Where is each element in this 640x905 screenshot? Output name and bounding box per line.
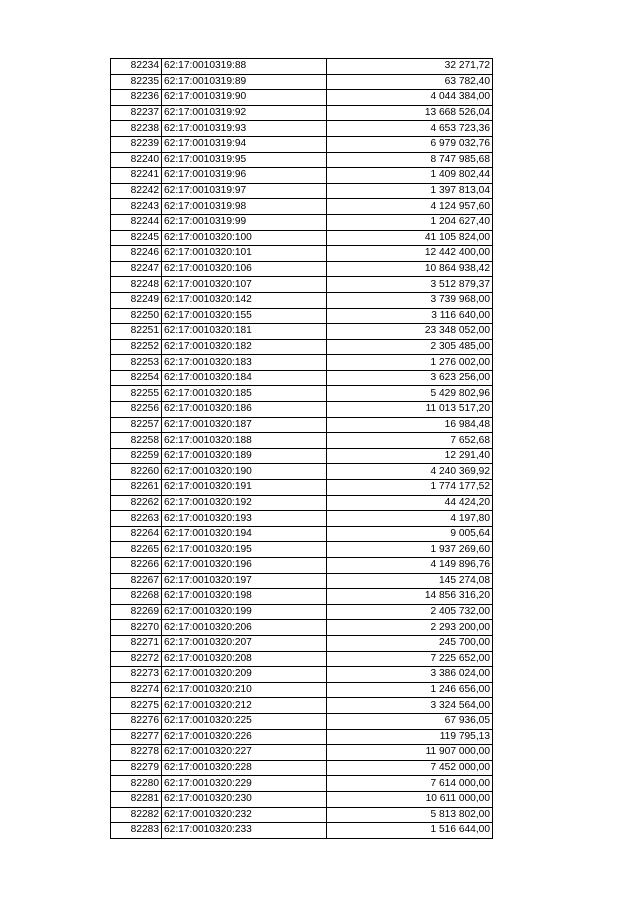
cadastral-number-cell: 62:17:0010319:88 bbox=[162, 59, 327, 75]
row-number-cell: 82266 bbox=[111, 558, 162, 574]
cadastral-value-cell: 1 397 813,04 bbox=[327, 183, 493, 199]
table-row bbox=[111, 729, 493, 745]
table-row bbox=[111, 136, 493, 152]
row-number-cell: 82265 bbox=[111, 542, 162, 558]
table-row bbox=[111, 246, 493, 262]
table-row bbox=[111, 168, 493, 184]
row-number-cell: 82260 bbox=[111, 464, 162, 480]
cadastral-number-cell: 62:17:0010320:182 bbox=[162, 339, 327, 355]
cadastral-value-cell: 1 516 644,00 bbox=[327, 823, 493, 839]
table-row bbox=[111, 324, 493, 340]
table-row bbox=[111, 667, 493, 683]
row-number-cell: 82236 bbox=[111, 90, 162, 106]
table-row bbox=[111, 635, 493, 651]
table-row bbox=[111, 105, 493, 121]
cadastral-value-cell: 32 271,72 bbox=[327, 59, 493, 75]
row-number-cell: 82270 bbox=[111, 620, 162, 636]
cadastral-number-cell: 62:17:0010320:210 bbox=[162, 682, 327, 698]
cadastral-number-cell: 62:17:0010320:188 bbox=[162, 433, 327, 449]
table-row bbox=[111, 776, 493, 792]
cadastral-number-cell: 62:17:0010320:225 bbox=[162, 713, 327, 729]
row-number-cell: 82279 bbox=[111, 760, 162, 776]
table-row bbox=[111, 620, 493, 636]
cadastral-value-cell: 23 348 052,00 bbox=[327, 324, 493, 340]
cadastral-value-cell: 245 700,00 bbox=[327, 635, 493, 651]
row-number-cell: 82237 bbox=[111, 105, 162, 121]
cadastral-value-cell: 41 105 824,00 bbox=[327, 230, 493, 246]
cadastral-value-cell: 63 782,40 bbox=[327, 74, 493, 90]
table-row bbox=[111, 417, 493, 433]
row-number-cell: 82269 bbox=[111, 604, 162, 620]
table-row bbox=[111, 480, 493, 496]
row-number-cell: 82274 bbox=[111, 682, 162, 698]
table-row bbox=[111, 433, 493, 449]
cadastral-value-cell: 7 652,68 bbox=[327, 433, 493, 449]
table-row bbox=[111, 542, 493, 558]
cadastral-number-cell: 62:17:0010320:227 bbox=[162, 745, 327, 761]
table-row bbox=[111, 589, 493, 605]
cadastral-number-cell: 62:17:0010319:90 bbox=[162, 90, 327, 106]
row-number-cell: 82241 bbox=[111, 168, 162, 184]
table-row bbox=[111, 651, 493, 667]
cadastral-number-cell: 62:17:0010320:207 bbox=[162, 635, 327, 651]
cadastral-number-cell: 62:17:0010320:228 bbox=[162, 760, 327, 776]
table-row bbox=[111, 604, 493, 620]
table-body bbox=[111, 59, 493, 839]
row-number-cell: 82244 bbox=[111, 214, 162, 230]
cadastral-number-cell: 62:17:0010319:93 bbox=[162, 121, 327, 137]
cadastral-value-cell: 1 937 269,60 bbox=[327, 542, 493, 558]
table-row bbox=[111, 121, 493, 137]
table-row bbox=[111, 745, 493, 761]
cadastral-number-cell: 62:17:0010320:196 bbox=[162, 558, 327, 574]
table-row bbox=[111, 558, 493, 574]
table-row bbox=[111, 823, 493, 839]
cadastral-number-cell: 62:17:0010320:199 bbox=[162, 604, 327, 620]
cadastral-value-cell: 16 984,48 bbox=[327, 417, 493, 433]
cadastral-number-cell: 62:17:0010320:197 bbox=[162, 573, 327, 589]
row-number-cell: 82272 bbox=[111, 651, 162, 667]
table-row bbox=[111, 760, 493, 776]
cadastral-number-cell: 62:17:0010320:192 bbox=[162, 495, 327, 511]
row-number-cell: 82251 bbox=[111, 324, 162, 340]
cadastral-number-cell: 62:17:0010319:94 bbox=[162, 136, 327, 152]
table-row bbox=[111, 199, 493, 215]
cadastral-number-cell: 62:17:0010320:226 bbox=[162, 729, 327, 745]
cadastral-number-cell: 62:17:0010320:100 bbox=[162, 230, 327, 246]
cadastral-value-cell: 4 149 896,76 bbox=[327, 558, 493, 574]
table-row bbox=[111, 308, 493, 324]
cadastral-number-cell: 62:17:0010320:189 bbox=[162, 448, 327, 464]
table-row bbox=[111, 698, 493, 714]
cadastral-number-cell: 62:17:0010319:89 bbox=[162, 74, 327, 90]
cadastral-value-cell: 2 305 485,00 bbox=[327, 339, 493, 355]
table-row bbox=[111, 682, 493, 698]
row-number-cell: 82250 bbox=[111, 308, 162, 324]
cadastral-number-cell: 62:17:0010320:208 bbox=[162, 651, 327, 667]
table-row bbox=[111, 74, 493, 90]
row-number-cell: 82267 bbox=[111, 573, 162, 589]
table-row bbox=[111, 214, 493, 230]
cadastral-value-cell: 10 611 000,00 bbox=[327, 791, 493, 807]
row-number-cell: 82239 bbox=[111, 136, 162, 152]
table-row bbox=[111, 573, 493, 589]
cadastral-number-cell: 62:17:0010320:229 bbox=[162, 776, 327, 792]
row-number-cell: 82277 bbox=[111, 729, 162, 745]
cadastral-value-cell: 145 274,08 bbox=[327, 573, 493, 589]
row-number-cell: 82256 bbox=[111, 402, 162, 418]
cadastral-value-cell: 1 774 177,52 bbox=[327, 480, 493, 496]
row-number-cell: 82242 bbox=[111, 183, 162, 199]
row-number-cell: 82268 bbox=[111, 589, 162, 605]
cadastral-value-cell: 12 442 400,00 bbox=[327, 246, 493, 262]
table-row bbox=[111, 292, 493, 308]
table-row bbox=[111, 277, 493, 293]
row-number-cell: 82276 bbox=[111, 713, 162, 729]
table-row bbox=[111, 791, 493, 807]
table-row bbox=[111, 495, 493, 511]
row-number-cell: 82245 bbox=[111, 230, 162, 246]
cadastral-value-cell: 9 005,64 bbox=[327, 526, 493, 542]
cadastral-number-cell: 62:17:0010320:209 bbox=[162, 667, 327, 683]
row-number-cell: 82258 bbox=[111, 433, 162, 449]
table-row bbox=[111, 355, 493, 371]
cadastral-number-cell: 62:17:0010320:181 bbox=[162, 324, 327, 340]
cadastral-value-cell: 14 856 316,20 bbox=[327, 589, 493, 605]
cadastral-number-cell: 62:17:0010320:195 bbox=[162, 542, 327, 558]
cadastral-number-cell: 62:17:0010320:155 bbox=[162, 308, 327, 324]
cadastral-value-cell: 1 409 802,44 bbox=[327, 168, 493, 184]
cadastral-value-cell: 1 204 627,40 bbox=[327, 214, 493, 230]
cadastral-value-cell: 1 246 656,00 bbox=[327, 682, 493, 698]
row-number-cell: 82255 bbox=[111, 386, 162, 402]
cadastral-number-cell: 62:17:0010320:190 bbox=[162, 464, 327, 480]
cadastral-number-cell: 62:17:0010320:194 bbox=[162, 526, 327, 542]
row-number-cell: 82271 bbox=[111, 635, 162, 651]
table-row bbox=[111, 526, 493, 542]
row-number-cell: 82283 bbox=[111, 823, 162, 839]
cadastral-value-cell: 3 739 968,00 bbox=[327, 292, 493, 308]
cadastral-value-cell: 5 813 802,00 bbox=[327, 807, 493, 823]
cadastral-number-cell: 62:17:0010320:185 bbox=[162, 386, 327, 402]
cadastral-value-cell: 4 124 957,60 bbox=[327, 199, 493, 215]
table-row bbox=[111, 807, 493, 823]
row-number-cell: 82262 bbox=[111, 495, 162, 511]
cadastral-value-cell: 7 614 000,00 bbox=[327, 776, 493, 792]
cadastral-value-cell: 11 907 000,00 bbox=[327, 745, 493, 761]
cadastral-value-cell: 12 291,40 bbox=[327, 448, 493, 464]
row-number-cell: 82254 bbox=[111, 370, 162, 386]
cadastral-value-cell: 4 197,80 bbox=[327, 511, 493, 527]
cadastral-number-cell: 62:17:0010320:191 bbox=[162, 480, 327, 496]
cadastral-value-cell: 4 653 723,36 bbox=[327, 121, 493, 137]
table-row bbox=[111, 386, 493, 402]
cadastral-number-cell: 62:17:0010320:107 bbox=[162, 277, 327, 293]
row-number-cell: 82273 bbox=[111, 667, 162, 683]
row-number-cell: 82253 bbox=[111, 355, 162, 371]
cadastral-number-cell: 62:17:0010320:233 bbox=[162, 823, 327, 839]
table-row bbox=[111, 402, 493, 418]
row-number-cell: 82243 bbox=[111, 199, 162, 215]
cadastral-value-cell: 7 452 000,00 bbox=[327, 760, 493, 776]
cadastral-value-cell: 8 747 985,68 bbox=[327, 152, 493, 168]
row-number-cell: 82278 bbox=[111, 745, 162, 761]
row-number-cell: 82263 bbox=[111, 511, 162, 527]
row-number-cell: 82259 bbox=[111, 448, 162, 464]
cadastral-value-cell: 119 795,13 bbox=[327, 729, 493, 745]
row-number-cell: 82234 bbox=[111, 59, 162, 75]
cadastral-value-cell: 3 324 564,00 bbox=[327, 698, 493, 714]
table-row bbox=[111, 448, 493, 464]
cadastral-number-cell: 62:17:0010320:212 bbox=[162, 698, 327, 714]
cadastral-value-cell: 3 386 024,00 bbox=[327, 667, 493, 683]
cadastral-value-cell: 1 276 002,00 bbox=[327, 355, 493, 371]
row-number-cell: 82261 bbox=[111, 480, 162, 496]
cadastral-value-cell: 4 044 384,00 bbox=[327, 90, 493, 106]
cadastral-number-cell: 62:17:0010320:193 bbox=[162, 511, 327, 527]
row-number-cell: 82248 bbox=[111, 277, 162, 293]
cadastral-value-cell: 5 429 802,96 bbox=[327, 386, 493, 402]
cadastral-number-cell: 62:17:0010319:96 bbox=[162, 168, 327, 184]
cadastral-number-cell: 62:17:0010320:198 bbox=[162, 589, 327, 605]
table-row bbox=[111, 370, 493, 386]
cadastral-value-cell: 7 225 652,00 bbox=[327, 651, 493, 667]
row-number-cell: 82257 bbox=[111, 417, 162, 433]
cadastral-number-cell: 62:17:0010319:95 bbox=[162, 152, 327, 168]
row-number-cell: 82282 bbox=[111, 807, 162, 823]
table-row bbox=[111, 230, 493, 246]
cadastral-number-cell: 62:17:0010320:186 bbox=[162, 402, 327, 418]
cadastral-value-cell: 4 240 369,92 bbox=[327, 464, 493, 480]
cadastral-value-cell: 3 512 879,37 bbox=[327, 277, 493, 293]
cadastral-number-cell: 62:17:0010320:187 bbox=[162, 417, 327, 433]
row-number-cell: 82235 bbox=[111, 74, 162, 90]
cadastral-value-cell: 67 936,05 bbox=[327, 713, 493, 729]
cadastral-number-cell: 62:17:0010320:142 bbox=[162, 292, 327, 308]
cadastral-number-cell: 62:17:0010320:230 bbox=[162, 791, 327, 807]
row-number-cell: 82238 bbox=[111, 121, 162, 137]
cadastral-value-cell: 44 424,20 bbox=[327, 495, 493, 511]
row-number-cell: 82246 bbox=[111, 246, 162, 262]
cadastral-number-cell: 62:17:0010320:101 bbox=[162, 246, 327, 262]
cadastral-value-cell: 2 405 732,00 bbox=[327, 604, 493, 620]
cadastral-number-cell: 62:17:0010319:92 bbox=[162, 105, 327, 121]
cadastral-number-cell: 62:17:0010320:206 bbox=[162, 620, 327, 636]
table-row bbox=[111, 59, 493, 75]
cadastral-number-cell: 62:17:0010319:97 bbox=[162, 183, 327, 199]
cadastral-number-cell: 62:17:0010320:232 bbox=[162, 807, 327, 823]
cadastral-value-cell: 2 293 200,00 bbox=[327, 620, 493, 636]
cadastral-number-cell: 62:17:0010320:106 bbox=[162, 261, 327, 277]
cadastral-value-cell: 11 013 517,20 bbox=[327, 402, 493, 418]
cadastral-number-cell: 62:17:0010319:99 bbox=[162, 214, 327, 230]
cadastral-value-cell: 13 668 526,04 bbox=[327, 105, 493, 121]
row-number-cell: 82247 bbox=[111, 261, 162, 277]
table-row bbox=[111, 261, 493, 277]
cadastral-number-cell: 62:17:0010319:98 bbox=[162, 199, 327, 215]
row-number-cell: 82252 bbox=[111, 339, 162, 355]
table-row bbox=[111, 183, 493, 199]
row-number-cell: 82280 bbox=[111, 776, 162, 792]
cadastral-value-table bbox=[110, 58, 493, 839]
cadastral-value-cell: 10 864 938,42 bbox=[327, 261, 493, 277]
cadastral-number-cell: 62:17:0010320:183 bbox=[162, 355, 327, 371]
cadastral-value-cell: 3 623 256,00 bbox=[327, 370, 493, 386]
table-row bbox=[111, 90, 493, 106]
row-number-cell: 82240 bbox=[111, 152, 162, 168]
table-row bbox=[111, 152, 493, 168]
cadastral-value-cell: 6 979 032,76 bbox=[327, 136, 493, 152]
row-number-cell: 82275 bbox=[111, 698, 162, 714]
table-row bbox=[111, 713, 493, 729]
row-number-cell: 82281 bbox=[111, 791, 162, 807]
row-number-cell: 82264 bbox=[111, 526, 162, 542]
table-row bbox=[111, 339, 493, 355]
table-row bbox=[111, 511, 493, 527]
row-number-cell: 82249 bbox=[111, 292, 162, 308]
table-row bbox=[111, 464, 493, 480]
cadastral-value-cell: 3 116 640,00 bbox=[327, 308, 493, 324]
cadastral-number-cell: 62:17:0010320:184 bbox=[162, 370, 327, 386]
